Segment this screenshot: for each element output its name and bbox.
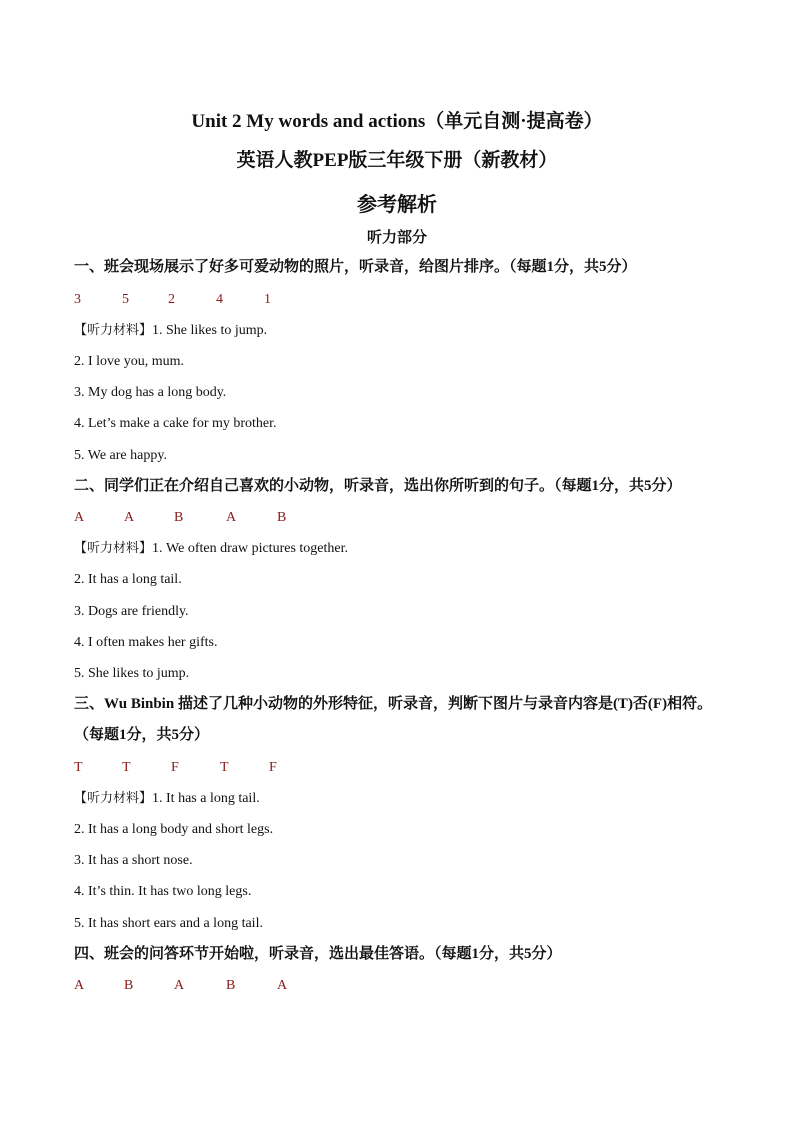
answer: A [74,510,85,525]
question-heading-1: 一、班会现场展示了好多可爱动物的照片，听录音，给图片排序。（每题1分，共5分） [74,259,637,275]
listening-line: 5. It has short ears and a long tail. [74,916,263,931]
section-label: 听力部分 [366,230,427,246]
listening-line: 4. It’s thin. It has two long legs. [74,884,252,899]
answer: A [124,510,135,525]
document-title: Unit 2 My words and actions（单元自测·提高卷） [191,111,603,132]
listening-line: 2. It has a long body and short legs. [74,822,274,837]
listening-line: 【听力材料】1. We often draw pictures together. [74,541,348,556]
answer: B [174,510,184,525]
listening-line: 2. I love you, mum. [74,354,185,369]
listening-tag: 【听力材料】 [74,323,153,338]
listening-line: 3. Dogs are friendly. [74,604,189,619]
answer: T [220,760,229,775]
answer: B [226,978,236,993]
listening-line: 4. Let’s make a cake for my brother. [74,416,277,431]
listening-line: 【听力材料】1. It has a long tail. [74,791,260,806]
question-heading-3: 三、Wu Binbin 描述了几种小动物的外形特征，听录音，判断下图片与录音内容是(T)否(F)相符。（每题1分，共5分） [74,696,713,743]
listening-line: 4. I often makes her gifts. [74,635,218,650]
answer: A [74,978,85,993]
answer: A [277,978,288,993]
listening-line: 5. We are happy. [74,448,167,463]
answer: F [171,760,179,775]
answer: A [174,978,185,993]
answer: B [277,510,287,525]
answer: T [74,760,83,775]
answer: B [124,978,134,993]
answer: 1 [264,292,271,307]
answer: 2 [168,292,175,307]
listening-line: 【听力材料】1. She likes to jump. [74,323,268,338]
question-heading-4: 四、班会的问答环节开始啦，听录音，选出最佳答语。（每题1分，共5分） [74,946,562,962]
answer: A [226,510,237,525]
answer-key-title: 参考解析 [357,194,437,216]
question-heading-2: 二、同学们正在介绍自己喜欢的小动物，听录音，选出你所听到的句子。（每题1分，共5分） [74,478,682,494]
answer: F [269,760,277,775]
listening-tag: 【听力材料】 [74,791,153,806]
listening-line: 3. It has a short nose. [74,853,193,868]
answer: 5 [122,292,129,307]
listening-line: 3. My dog has a long body. [74,385,227,400]
listening-tag: 【听力材料】 [74,541,153,556]
answer: 4 [216,292,223,307]
answer: T [122,760,131,775]
answer: 3 [74,292,81,307]
listening-line: 5. She likes to jump. [74,666,190,681]
document-subtitle: 英语人教PEP版三年级下册（新教材） [236,150,558,171]
listening-line: 2. It has a long tail. [74,572,182,587]
